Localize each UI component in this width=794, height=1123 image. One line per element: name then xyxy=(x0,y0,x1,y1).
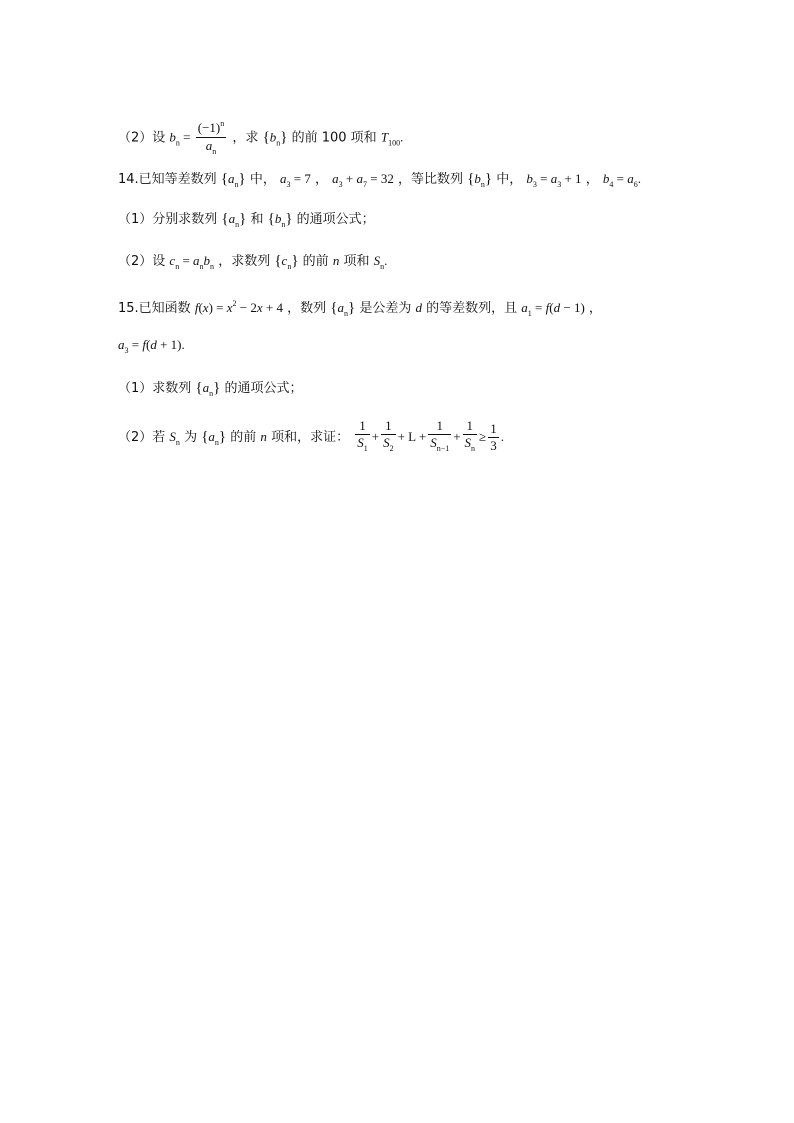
q15-part1: （1）求数列 $\{a_n\}$ 的通项公式； xyxy=(118,380,303,398)
q14-part1: （1）分别求数列 $\{a_n\}$ 和 $\{b_n\}$ 的通项公式； xyxy=(118,211,375,229)
q15-stem: 15.已知函数 $f(x) = x^2 - 2x + 4$ ，数列 $\{a_n\}$ 是公差为 d 的等差数列，且 $a_1 = f(d - 1)$ ， xyxy=(118,299,602,318)
fraction-1-over-sn-minus-1: $\frac{1}{S_{n-1}}$ xyxy=(430,418,450,453)
fraction-1-over-3: $\frac{1}{3}$ xyxy=(490,421,497,453)
q13-fraction: $\frac{(-1)^n}{a_n}$ xyxy=(197,119,225,156)
q13-part2-line: （2）设 $b_n$ = $\frac{(-1)^n}{a_n}$ ，求 $\{b_n\}$ 的前 100 项和 $T_{100}$. xyxy=(118,116,403,160)
fraction-1-over-s1: $\frac{1}{S_1}$ xyxy=(357,418,368,453)
fraction-1-over-sn: $\frac{1}{S_n}$ xyxy=(464,418,476,453)
q13-part2-label: （2）设 xyxy=(118,130,166,146)
q14-stem: 14.已知等差数列 $\{a_n\}$ 中， $a_3 = 7$ ， $a_3 + a_7 = 32$ ，等比数列 $\{b_n\}$ 中， $b_3 = a_3 + 1$ ， $b_4 = a_6$. xyxy=(118,171,641,189)
fraction-1-over-s2: $\frac{1}{S_2}$ xyxy=(383,418,394,453)
q15-stem-cont: $a_3 = f(d + 1)$. xyxy=(118,337,185,355)
q14-part2: （2）设 $c_n = a_nb_n$ ，求数列 $\{c_n\}$ 的前 n 项和 $S_n$. xyxy=(118,253,388,271)
q15-part2: （2）若 $S_n$ 为 $\{a_n\}$ 的前 n 项和，求证： $\frac{1}{S_1}$ + $\frac{1}{S_2}$ + L + $\frac{1}{S_{n-1}}$ + $\frac{1}{S_n}$ ≥ $\frac{1}{3}$ . xyxy=(118,418,504,457)
